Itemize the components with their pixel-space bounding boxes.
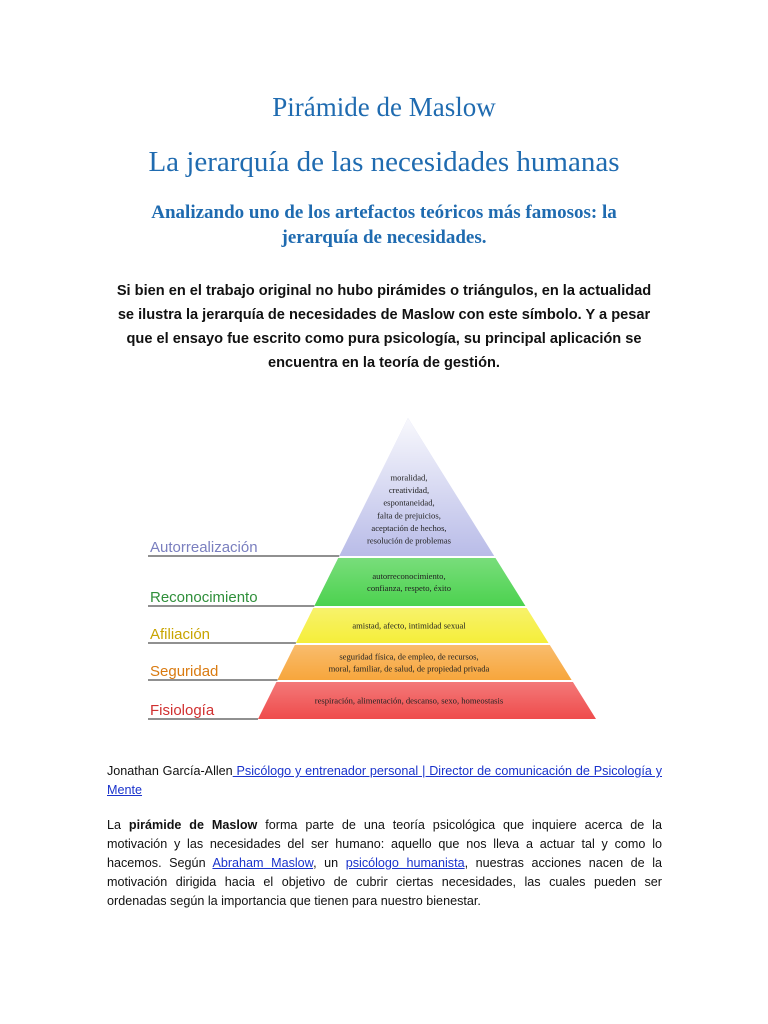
author-role-link[interactable]: Psicólogo y entrenador personal | Director de comunicación de Psicología y Mente (107, 764, 663, 797)
body-text: , nuestras acciones nacen de la motivación dirigida hacia el objetivo de cubrir ciertas necesidades, las cuales pueden ser ordenadas según la importancia que tienen para nuestro bienestar. (107, 856, 662, 908)
body-text: forma parte de una teoría psicológica que inquiere acerca de la motivación y las necesidades del ser humano: aquello que nos lleva a actuar tal y como lo hacemos. Según (107, 818, 662, 870)
level-description: amistad, afecto, intimidad sexual (352, 620, 466, 631)
level-description: respiración, alimentación, descanso, sexo, homeostasis (314, 695, 504, 706)
level-description: resolución de problemas (366, 535, 452, 546)
level-description: autorreconocimiento, (372, 571, 446, 581)
pyramid-level (148, 645, 572, 680)
level-description: seguridad física, de empleo, de recursos, (339, 651, 479, 662)
page-title: Pirámide de Maslow (272, 92, 496, 122)
page-tagline: Analizando uno de los artefactos teóricos más famosos: la jerarquía de necesidades. (151, 202, 617, 248)
maslow-pyramid-diagram (140, 408, 610, 726)
body-paragraph (107, 816, 662, 911)
pyramid-level (148, 682, 596, 719)
level-description: moral, familiar, de salud, de propiedad privada (328, 663, 490, 674)
author-name: Jonathan García-Allen (107, 764, 233, 778)
level-label: Reconocimiento (150, 589, 258, 606)
body-bold-term: pirámide de Maslow (128, 818, 258, 832)
pyramid-level (148, 418, 494, 556)
intro-paragraph: Si bien en el trabajo original no hubo pirámides o triángulos, en la actualidad se ilustra la jerarquía de necesidades de Maslow con este símbolo. Y a pesar que el ensayo fue escrito como pura psicología, su principal aplicación se encuentra en la teoría de gestión. (116, 282, 652, 371)
level-label: Afiliación (150, 626, 211, 643)
body-text: La (107, 818, 129, 832)
level-description: aceptación de hechos, (371, 522, 447, 533)
level-description: creatividad, (388, 485, 430, 496)
page-subtitle: La jerarquía de las necesidades humanas (148, 146, 620, 178)
body-text: , un (313, 856, 346, 870)
level-description: falta de prejuicios, (377, 510, 441, 521)
abraham-maslow-link[interactable]: Abraham Maslow (212, 856, 314, 870)
level-label: Seguridad (150, 663, 219, 680)
psicologo-humanista-link[interactable]: psicólogo humanista (345, 856, 465, 870)
author-line (107, 762, 662, 800)
level-description: moralidad, (390, 472, 428, 483)
level-label: Fisiología (150, 702, 215, 719)
pyramid-level (148, 558, 525, 606)
level-description: confianza, respeto, éxito (367, 583, 451, 593)
level-description: espontaneidad, (383, 497, 435, 508)
level-label: Autorrealización (150, 539, 258, 556)
pyramid-level (148, 608, 549, 643)
